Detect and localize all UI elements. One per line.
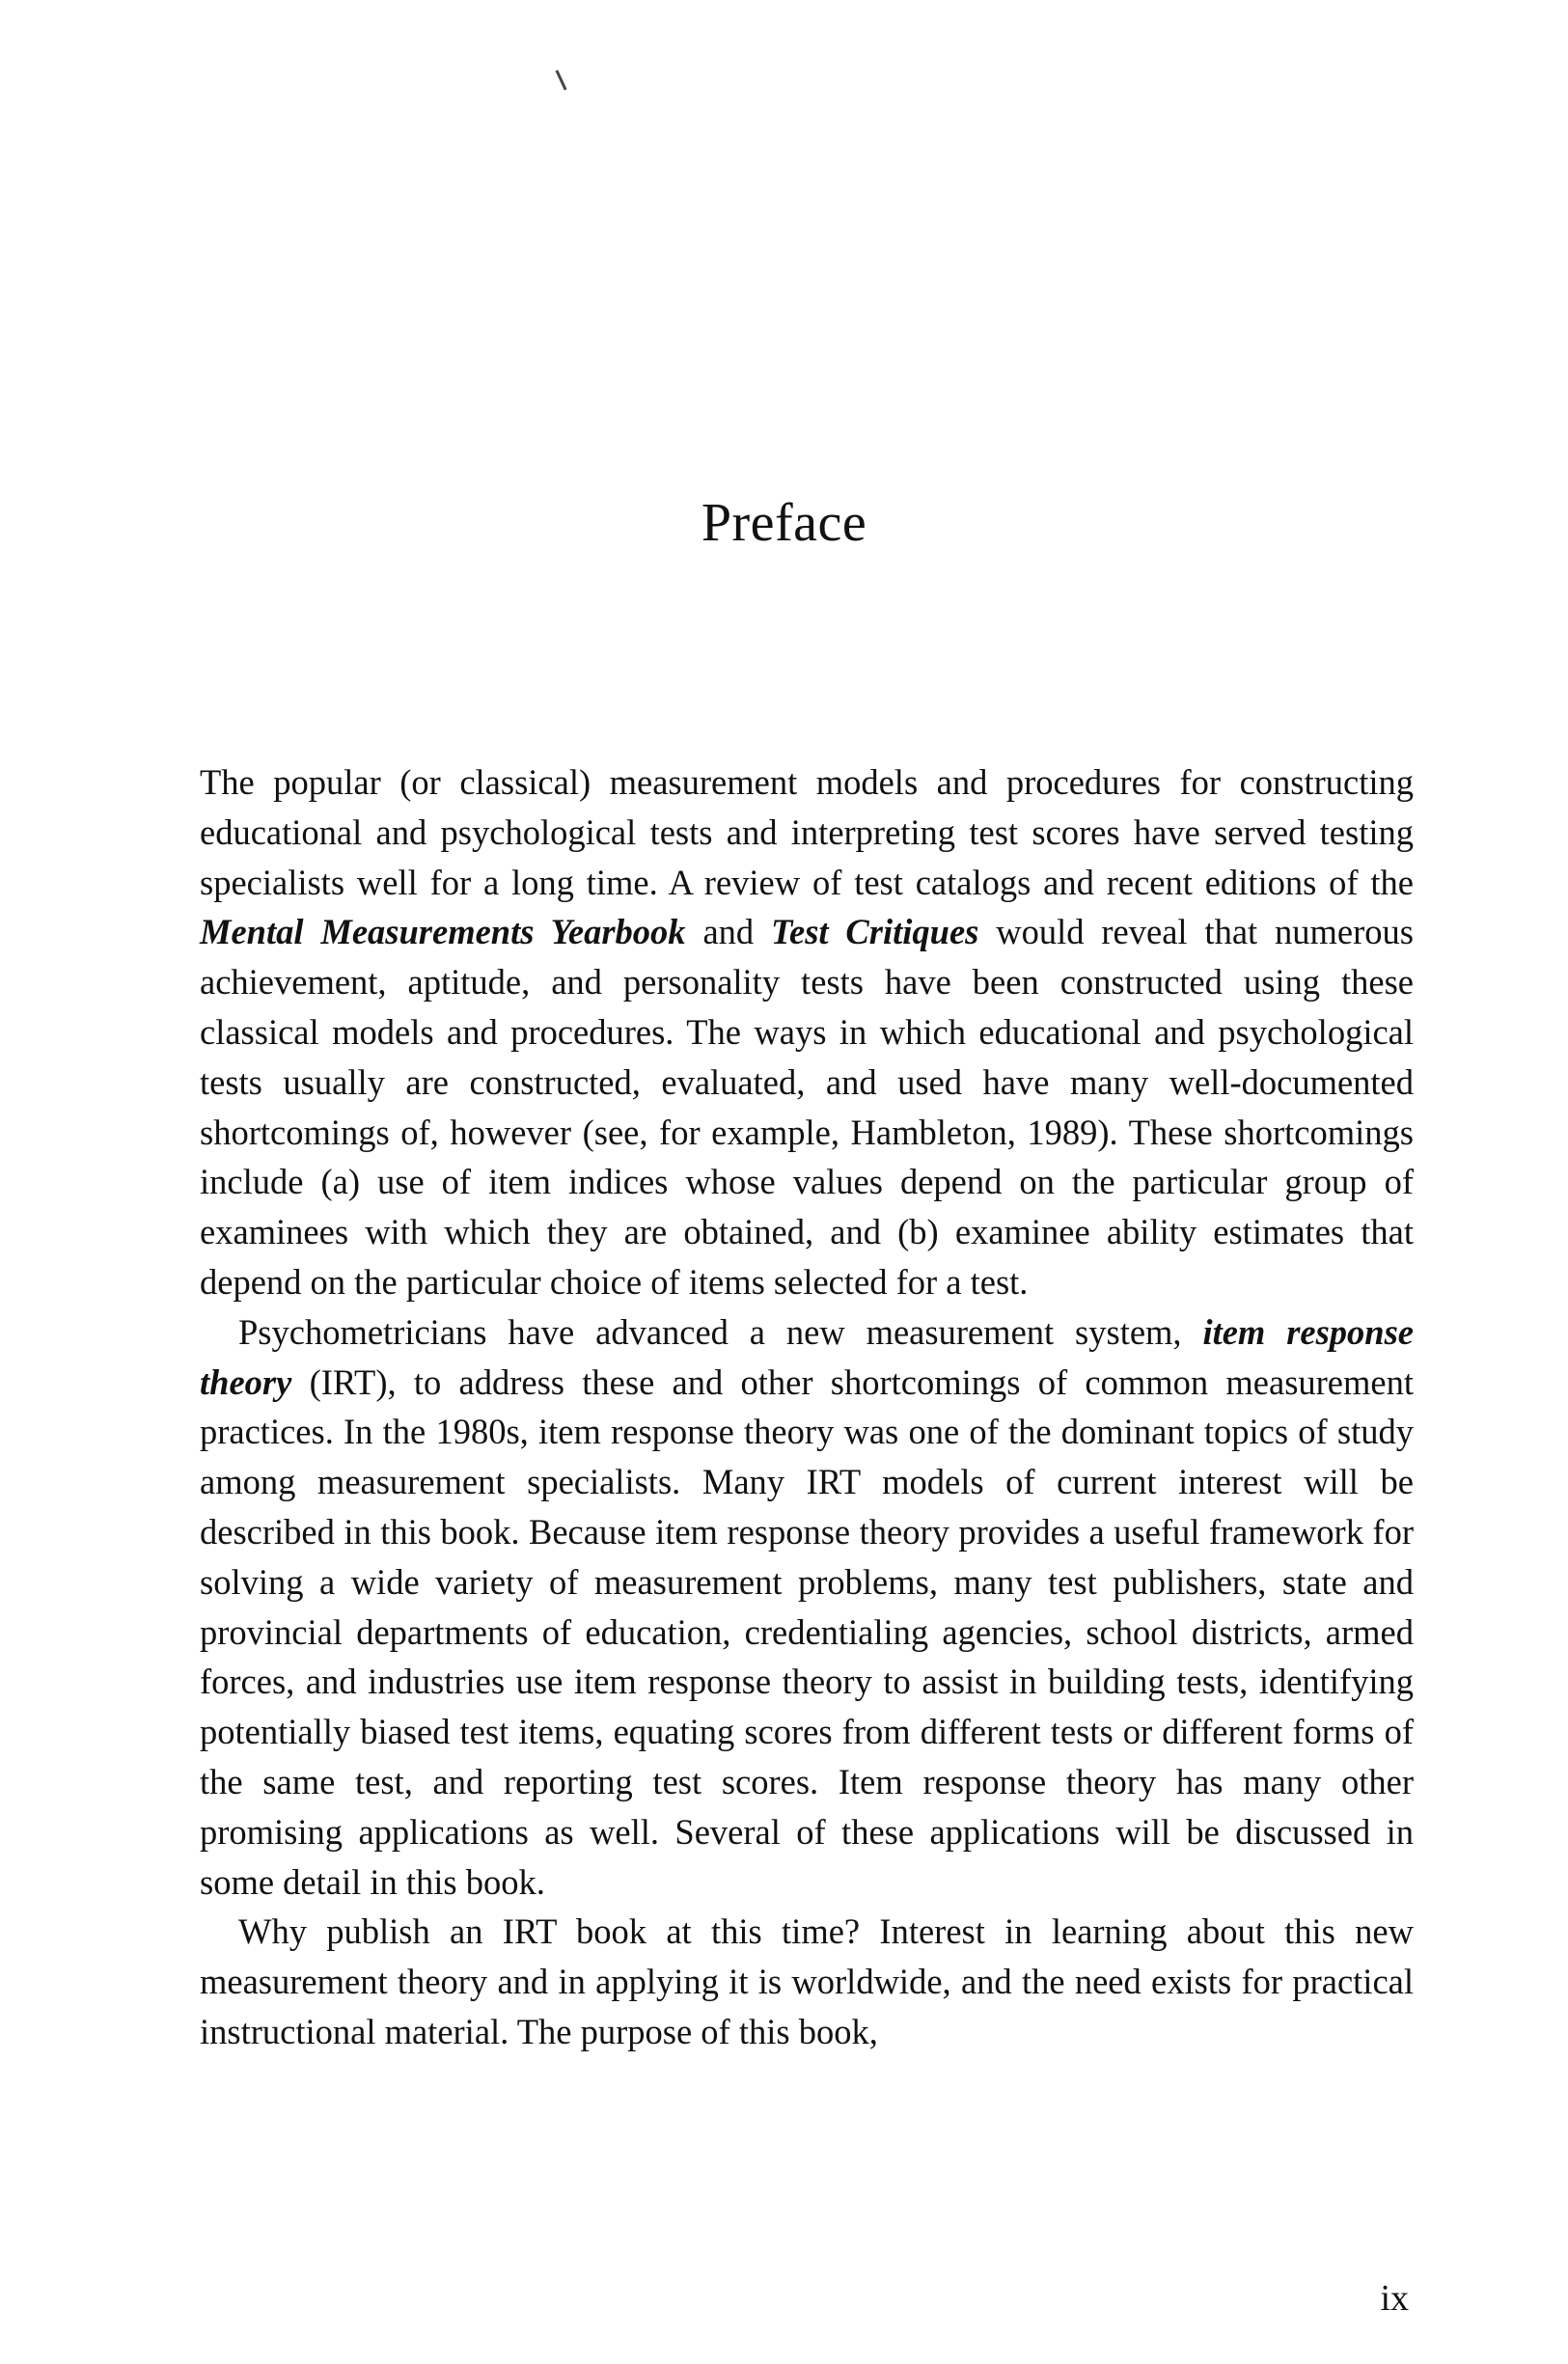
paragraph-2-text-b: (IRT), to address these and other shortcomings of common measurement practices. In the 1980s, item response theory was one of the dominant topics of study among measurement specialists. Many IRT models of current interest will be described in this book. Because item response theory provides a useful framework for solving a wide variety of measurement problems, many test publishers, state and provincial departments of education, credentialing agencies, school districts, armed forces, and industries use item response theory to assist in building tests, identifying potentially biased test items, equating scores from different tests or different forms of the same test, and reporting test scores. Item response theory has many other promising applications as well. Several of these applications will be discussed in some detail in this book. xyxy=(200,1361,1414,1902)
paragraph-1-text-a: The popular (or classical) measurement models and procedures for constructing educational and psychological tests and interpreting test scores have served testing specialists well for a long time. A review of test catalogs and recent editions of the xyxy=(200,762,1414,902)
paragraph-1-text-b: and xyxy=(685,912,772,952)
paragraph-1-title-critiques: Test Critiques xyxy=(771,912,979,952)
paragraph-1-text-c: would reveal that numerous achievement, aptitude, and personality tests have been constructed using these classical models and procedures. The ways in which educational and psychological tests usually are constructed, evaluated, and used have many well-documented shortcomings of, however (see, for example, Hambleton, 1989). These shortcomings include (a) use of item indices whose values depend on the particular group of examinees with which they are obtained, and (b) examinee ability estimates that depend on the particular choice of items selected for a test. xyxy=(200,912,1414,1302)
paragraph-1 xyxy=(200,757,1414,1307)
paragraph-2-term-irt: item response theory xyxy=(200,1311,1415,1402)
scan-speck xyxy=(555,69,566,90)
paragraph-3 xyxy=(200,1907,1414,2056)
paragraph-2 xyxy=(200,1307,1414,1908)
page-number: ix xyxy=(1380,2278,1409,2319)
page-title: Preface xyxy=(701,493,867,553)
paragraph-2-text-a: Psychometricians have advanced a new measurement system, xyxy=(238,1311,1203,1352)
paragraph-1-title-yearbook: Mental Measurements Yearbook xyxy=(200,912,686,952)
paragraph-3-text-a: Why publish an IRT book at this time? Interest in learning about this new measurement theory and in applying it is worldwide, and the need exists for practical instructional material. The purpose of this book, xyxy=(200,1911,1414,2051)
preface-body xyxy=(200,757,1414,2057)
